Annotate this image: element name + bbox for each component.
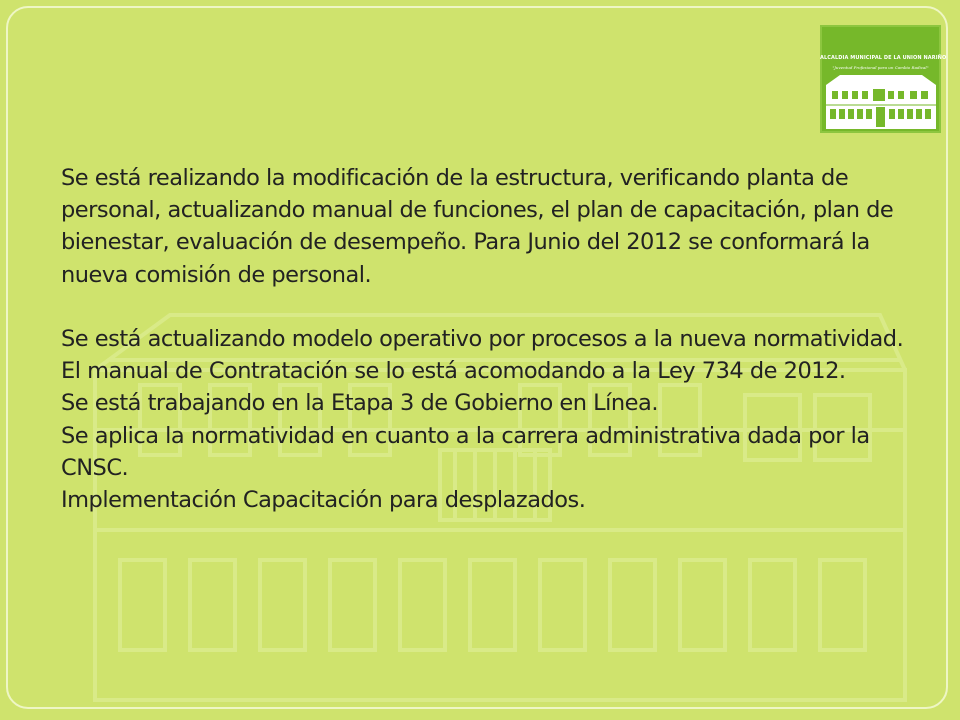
paragraph-administrative-career: Se aplica la normatividad en cuanto a la carrera administrativa dada por la CNSC. [61, 422, 870, 481]
slide-body [61, 162, 921, 516]
paragraph-spacer [61, 291, 921, 323]
paragraph-training-displaced: Implementación Capacitación para desplazados. [61, 487, 586, 514]
alcaldia-logo [820, 25, 947, 133]
logo-title: ALCALDIA MUNICIPAL DE LA UNION NARIÑO [820, 55, 947, 61]
paragraph-online-government: Se está trabajando en la Etapa 3 de Gobierno en Línea. [61, 390, 658, 417]
paragraph-structure: Se está realizando la modificación de la estructura, verificando planta de personal, actualizando manual de funciones, el plan de capacitación, plan de bienestar, evaluación de desempeño. Para Junio del 2012 se conformará la nueva comisión de personal. [61, 165, 894, 288]
logo-building-icon [820, 25, 947, 133]
paragraph-operating-model: Se está actualizando modelo operativo por procesos a la nueva normatividad. El manual de Contratación se lo está acomodando a la Ley 734 de 2012. [61, 326, 904, 385]
logo-slogan: "Juventud Profesional para un Cambio Radical" [832, 65, 929, 70]
